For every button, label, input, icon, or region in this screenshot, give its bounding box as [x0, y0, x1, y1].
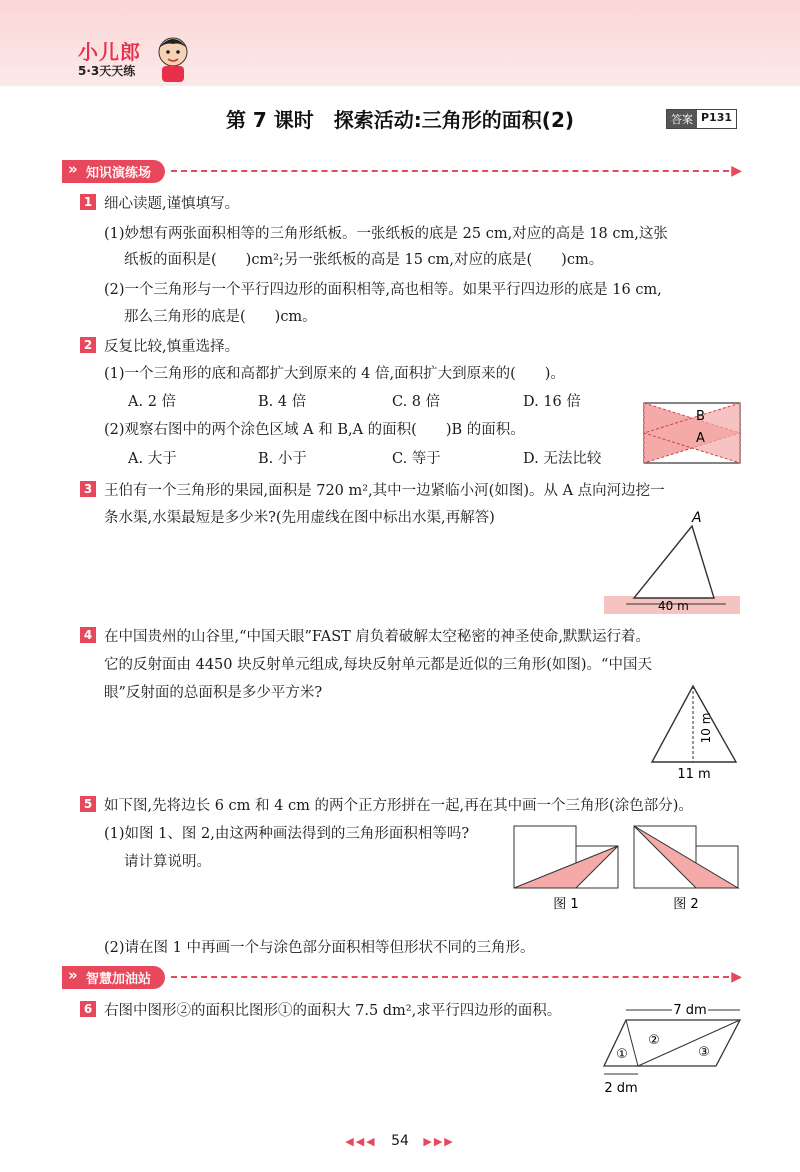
- q2-opt-1c: C. 8 倍: [392, 394, 441, 410]
- section-practice-banner: [62, 160, 742, 182]
- q1-line-4: 那么三角形的底是( )cm。: [124, 309, 317, 325]
- section-wisdom-banner: [62, 966, 742, 988]
- q6-region-3: ③: [698, 1045, 710, 1060]
- q5-line-3: 请计算说明。: [124, 854, 211, 870]
- q1-line-2: 纸板的面积是( )cm²;另一张纸板的高是 15 cm,对应的底是( )cm。: [124, 252, 604, 268]
- q6-line-1: 右图中图形②的面积比图形①的面积大 7.5 dm²,求平行四边形的面积。: [104, 1003, 562, 1019]
- question-number-4: 4: [80, 627, 96, 643]
- answer-label: 答案: [667, 110, 697, 128]
- q5-figures: [508, 822, 744, 914]
- q2-opt-1d: D. 16 倍: [523, 394, 581, 410]
- q4-line-3: 眼”反射面的总面积是多少平方米?: [104, 685, 323, 701]
- q4-line-2: 它的反射面由 4450 块反射单元组成,每块反射单元都是近似的三角形(如图)。“中国天: [104, 657, 652, 673]
- question-number-5: 5: [80, 796, 96, 812]
- q1-line-1: (1)妙想有两张面积相等的三角形纸板。一张纸板的底是 25 cm,对应的高是 18 cm,这张: [104, 226, 668, 242]
- q2-opt-2b: B. 小于: [258, 451, 307, 467]
- arrow-icon: ▶: [731, 163, 742, 179]
- q5-line-4: (2)请在图 1 中再画一个与涂色部分面积相等但形状不同的三角形。: [104, 940, 535, 956]
- left-arrows-icon: ◀◀◀: [345, 1135, 377, 1148]
- question-number-2: 2: [80, 337, 96, 353]
- q3-point-a: A: [692, 510, 702, 526]
- right-arrows-icon: ▶▶▶: [423, 1135, 455, 1148]
- q3-line-1: 王伯有一个三角形的果园,面积是 720 m²,其中一边紧临小河(如图)。从 A 点向河边挖一: [104, 483, 665, 499]
- q2-line-1: (1)一个三角形的底和高都扩大到原来的 4 倍,面积扩大到原来的( )。: [104, 366, 565, 382]
- q2-opt-1b: B. 4 倍: [258, 394, 307, 410]
- q1-line-3: (2)一个三角形与一个平行四边形的面积相等,高也相等。如果平行四边形的底是 16 cm,: [104, 282, 662, 298]
- q3-line-2: 条水渠,水渠最短是多少米?(先用虚线在图中标出水渠,再解答): [104, 510, 495, 526]
- section-practice-label: » 知识演练场: [62, 160, 165, 183]
- q5-figure-1: [514, 826, 618, 912]
- q5-line-1: 如下图,先将边长 6 cm 和 4 cm 的两个正方形拼在一起,再在其中画一个三角形(涂色部分)。: [104, 798, 693, 814]
- q2-label-a: A: [696, 431, 705, 446]
- q3-triangle: [634, 526, 714, 598]
- q3-orchard-figure: [604, 508, 744, 618]
- answer-page: P131: [701, 111, 733, 124]
- q5-fig2-caption: 图 2: [673, 897, 699, 912]
- section-divider: [171, 170, 729, 172]
- q6-bottom-label: 2 dm: [604, 1081, 638, 1096]
- q5-figure-2: [634, 826, 738, 912]
- q2-rectangle-figure: [640, 400, 744, 466]
- q2-opt-1a: A. 2 倍: [128, 394, 177, 410]
- q1-title: 细心读题,谨慎填写。: [104, 196, 240, 212]
- brand-subtitle: 5·3天天练: [78, 64, 136, 78]
- section-divider: [171, 976, 729, 978]
- q2-opt-2c: C. 等于: [392, 451, 441, 467]
- q3-base-label: 40 m: [658, 599, 689, 613]
- page-footer: [0, 1133, 800, 1149]
- question-number-1: 1: [80, 194, 96, 210]
- q2-title: 反复比较,慎重选择。: [104, 339, 240, 355]
- q5-fig1-caption: 图 1: [553, 897, 579, 912]
- q5-line-2: (1)如图 1、图 2,由这两种画法得到的三角形面积相等吗?: [104, 826, 470, 842]
- q6-region-1: ①: [616, 1047, 628, 1062]
- brand-logo: [70, 36, 190, 82]
- q2-opt-2d: D. 无法比较: [523, 451, 602, 467]
- q4-height-label: 10 m: [699, 712, 713, 744]
- mascot-icon: [154, 34, 192, 82]
- q4-triangle: [652, 686, 736, 762]
- question-number-6: 6: [80, 1001, 96, 1017]
- q6-parallelogram-figure: [600, 998, 746, 1098]
- answer-badge: [666, 109, 737, 129]
- q2-line-2: (2)观察右图中的两个涂色区域 A 和 B,A 的面积( )B 的面积。: [104, 422, 525, 438]
- brand-name: 小儿郎: [78, 40, 141, 64]
- lesson-title: 第 7 课时 探索活动:三角形的面积(2): [225, 108, 575, 132]
- q2-opt-2a: A. 大于: [128, 451, 177, 467]
- q4-triangle-figure: [648, 682, 742, 782]
- q2-label-b: B: [696, 409, 705, 424]
- q4-line-1: 在中国贵州的山谷里,“中国天眼”FAST 肩负着破解太空秘密的神圣使命,默默运行着。: [104, 629, 651, 645]
- page-number: 54: [391, 1133, 409, 1149]
- q6-region-2: ②: [648, 1033, 660, 1048]
- arrow-icon: ▶: [731, 969, 742, 985]
- section-wisdom-label: » 智慧加油站: [62, 966, 165, 989]
- q6-top-label: 7 dm: [673, 1003, 707, 1018]
- q4-base-label: 11 m: [677, 767, 711, 782]
- question-number-3: 3: [80, 481, 96, 497]
